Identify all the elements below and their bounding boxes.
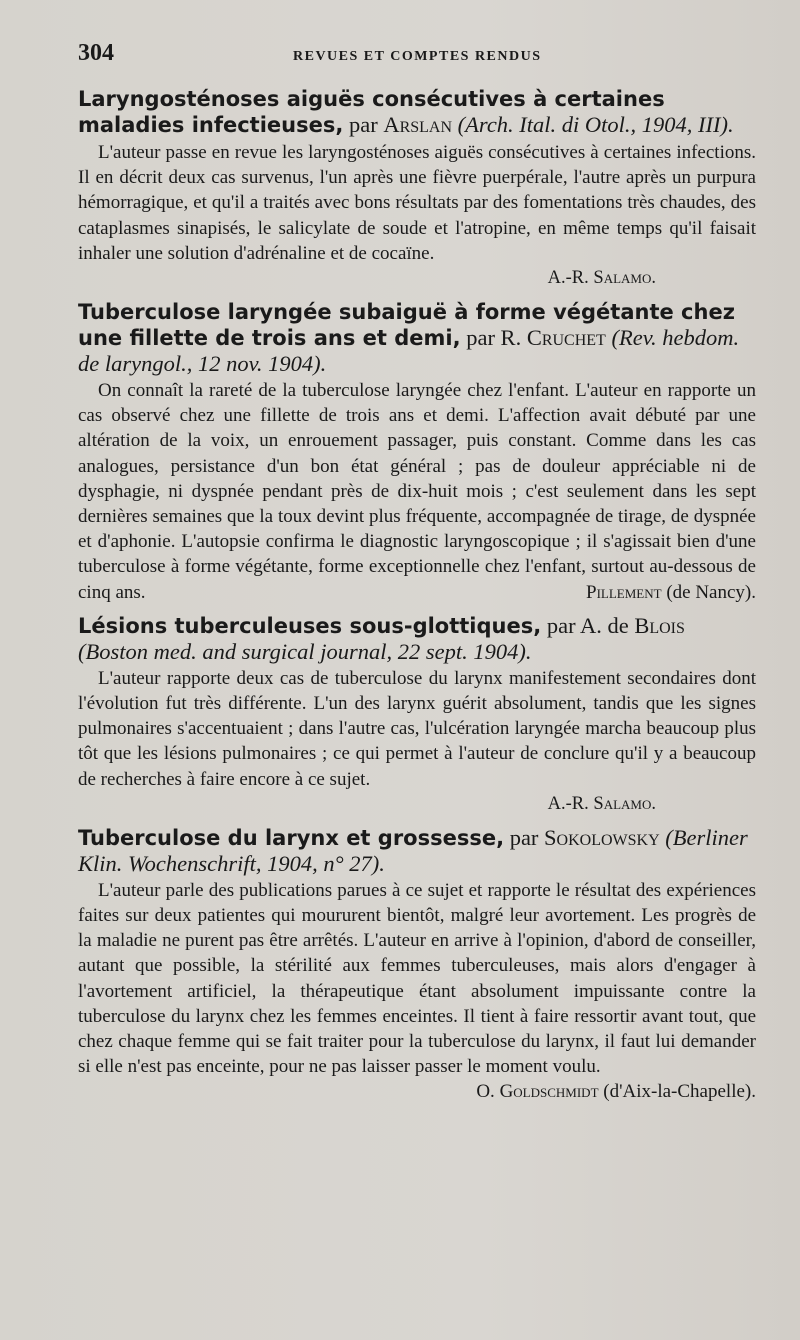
- signature-name: Salamo.: [593, 793, 656, 814]
- article-source: (Boston med. and surgical journal, 22 sept. 1904).: [78, 638, 532, 664]
- article-par: par A. de: [546, 612, 629, 638]
- signature-place: (d'Aix-la-Chapelle).: [603, 1081, 756, 1103]
- signature-initials: A.-R.: [547, 268, 589, 289]
- article-title: [78, 825, 756, 876]
- article-body-text: On connaît la rareté de la tuberculose laryngée chez l'enfant. L'auteur en rapporte un cas observé chez une fillette de trois ans et demi. L'affection avait débuté par une altération de la voix, un enrouement passager, puis constant. Comme dans les cas analogues, persistance d'un bon état général ; pas de douleur appréciable ni de dysphagie, ni dyspnée pendant près de dix-huit mois ; c'est seulement dans les sept dernières semaines que la toux devint plus fréquente, accompagnée de tirage, de dyspnée et d'aphonie. L'autopsie confirma le diagnostic laryngoscopique ; il s'agissait bien d'une tuberculose à forme végétante, forme exceptionnelle chez l'enfant, surtout au-dessous de cinq ans.: [78, 380, 756, 603]
- article-source: (Berliner Klin. Wochenschrift, 1904, n° 27).: [78, 824, 748, 876]
- article-body-text: L'auteur parle des publications parues à ce sujet et rapporte le résultat des expériences faites sur deux patientes qui moururent bientôt, malgré leur avortement. Les progrès de la maladie ne purent pas être arrêtés. L'auteur en arrive à l'opinion, d'abord de conseiller, autant que possible, la stérilité aux femmes tuberculeuses, mais alors d'engager à l'avortement artificiel, la thérapeutique étant absolument impuissante contre la tuberculose du larynx chez les femmes enceintes. Il tient à faire ressortir avant tout, que chez chaque femme qui se fait traiter pour la tuberculose du larynx, il faut lui demander si elle n'est pas enceinte, pour ne pas laisser passer le moment voulu.: [78, 879, 756, 1078]
- article-author: Arslan: [383, 112, 453, 137]
- article-body: [78, 878, 756, 1103]
- article-heading: Tuberculose laryngée subaiguë à forme végétante chez une fillette de trois ans et demi,: [78, 300, 735, 351]
- article-heading: Tuberculose du larynx et grossesse,: [78, 825, 505, 850]
- signature-name: Salamo.: [593, 268, 656, 289]
- signature-name: Pillement: [586, 581, 662, 603]
- article-body: L'auteur rapporte deux cas de tuberculose du larynx manifestement secondaires dont l'évolution fut très différente. L'un des larynx guérit absolument, tandis que les signes pulmonaires s'accentuaient ; dans l'autre cas, l'ulcération laryngée marcha beaucoup plus tôt que les lésions pulmonaires ; ce qui permet à l'auteur de conclure qu'il y a beaucoup de recherches à faire encore à ce sujet.: [78, 667, 756, 790]
- article-signature: [566, 580, 756, 605]
- article-signature: [456, 1079, 756, 1104]
- running-head: REVUES ET COMPTES RENDUS: [293, 49, 542, 64]
- article-4: [78, 824, 756, 1103]
- article-body: [78, 378, 756, 605]
- signature-initials: O.: [476, 1081, 495, 1103]
- article-author: Sokolowsky: [544, 824, 660, 850]
- page-header: [78, 40, 756, 86]
- page-number: 304: [78, 40, 114, 66]
- article-par: par: [348, 112, 378, 137]
- article-author: Cruchet: [526, 325, 606, 351]
- signature-place: (de Nancy).: [666, 581, 756, 603]
- signature-name: Goldschmidt: [499, 1081, 599, 1103]
- signature-initials: A.-R.: [547, 793, 589, 814]
- article-title: [78, 86, 756, 138]
- article-signature: [78, 266, 756, 291]
- article-3: [78, 613, 756, 817]
- article-par: par: [509, 824, 539, 850]
- article-heading: Laryngosténoses aiguës consécutives à certaines maladies infectieuses,: [78, 87, 665, 137]
- article-1: [78, 86, 756, 291]
- article-author: Blois: [634, 612, 685, 638]
- article-2: [78, 299, 756, 605]
- article-source: (Arch. Ital. di Otol., 1904, III).: [457, 112, 734, 137]
- article-title: [78, 613, 756, 664]
- article-signature: [78, 792, 756, 817]
- article-title: [78, 299, 756, 376]
- article-heading: Lésions tuberculeuses sous-glottiques,: [78, 613, 542, 638]
- article-par: par R.: [466, 325, 522, 351]
- article-source: (Rev. hebdom. de laryngol., 12 nov. 1904).: [78, 325, 740, 377]
- article-body: L'auteur passe en revue les laryngosténoses aiguës consécutives à certaines infections. Il en décrit deux cas survenus, l'un après une fièvre puerpérale, l'autre après un purpura hémorragique, et qu'il a traités avec bons résultats par des fomentations très chaudes, des cataplasmes sinapisés, le salicylate de soude et l'atropine, en même temps qu'il faisait inhaler une solution d'adrénaline et de cocaïne.: [78, 142, 756, 264]
